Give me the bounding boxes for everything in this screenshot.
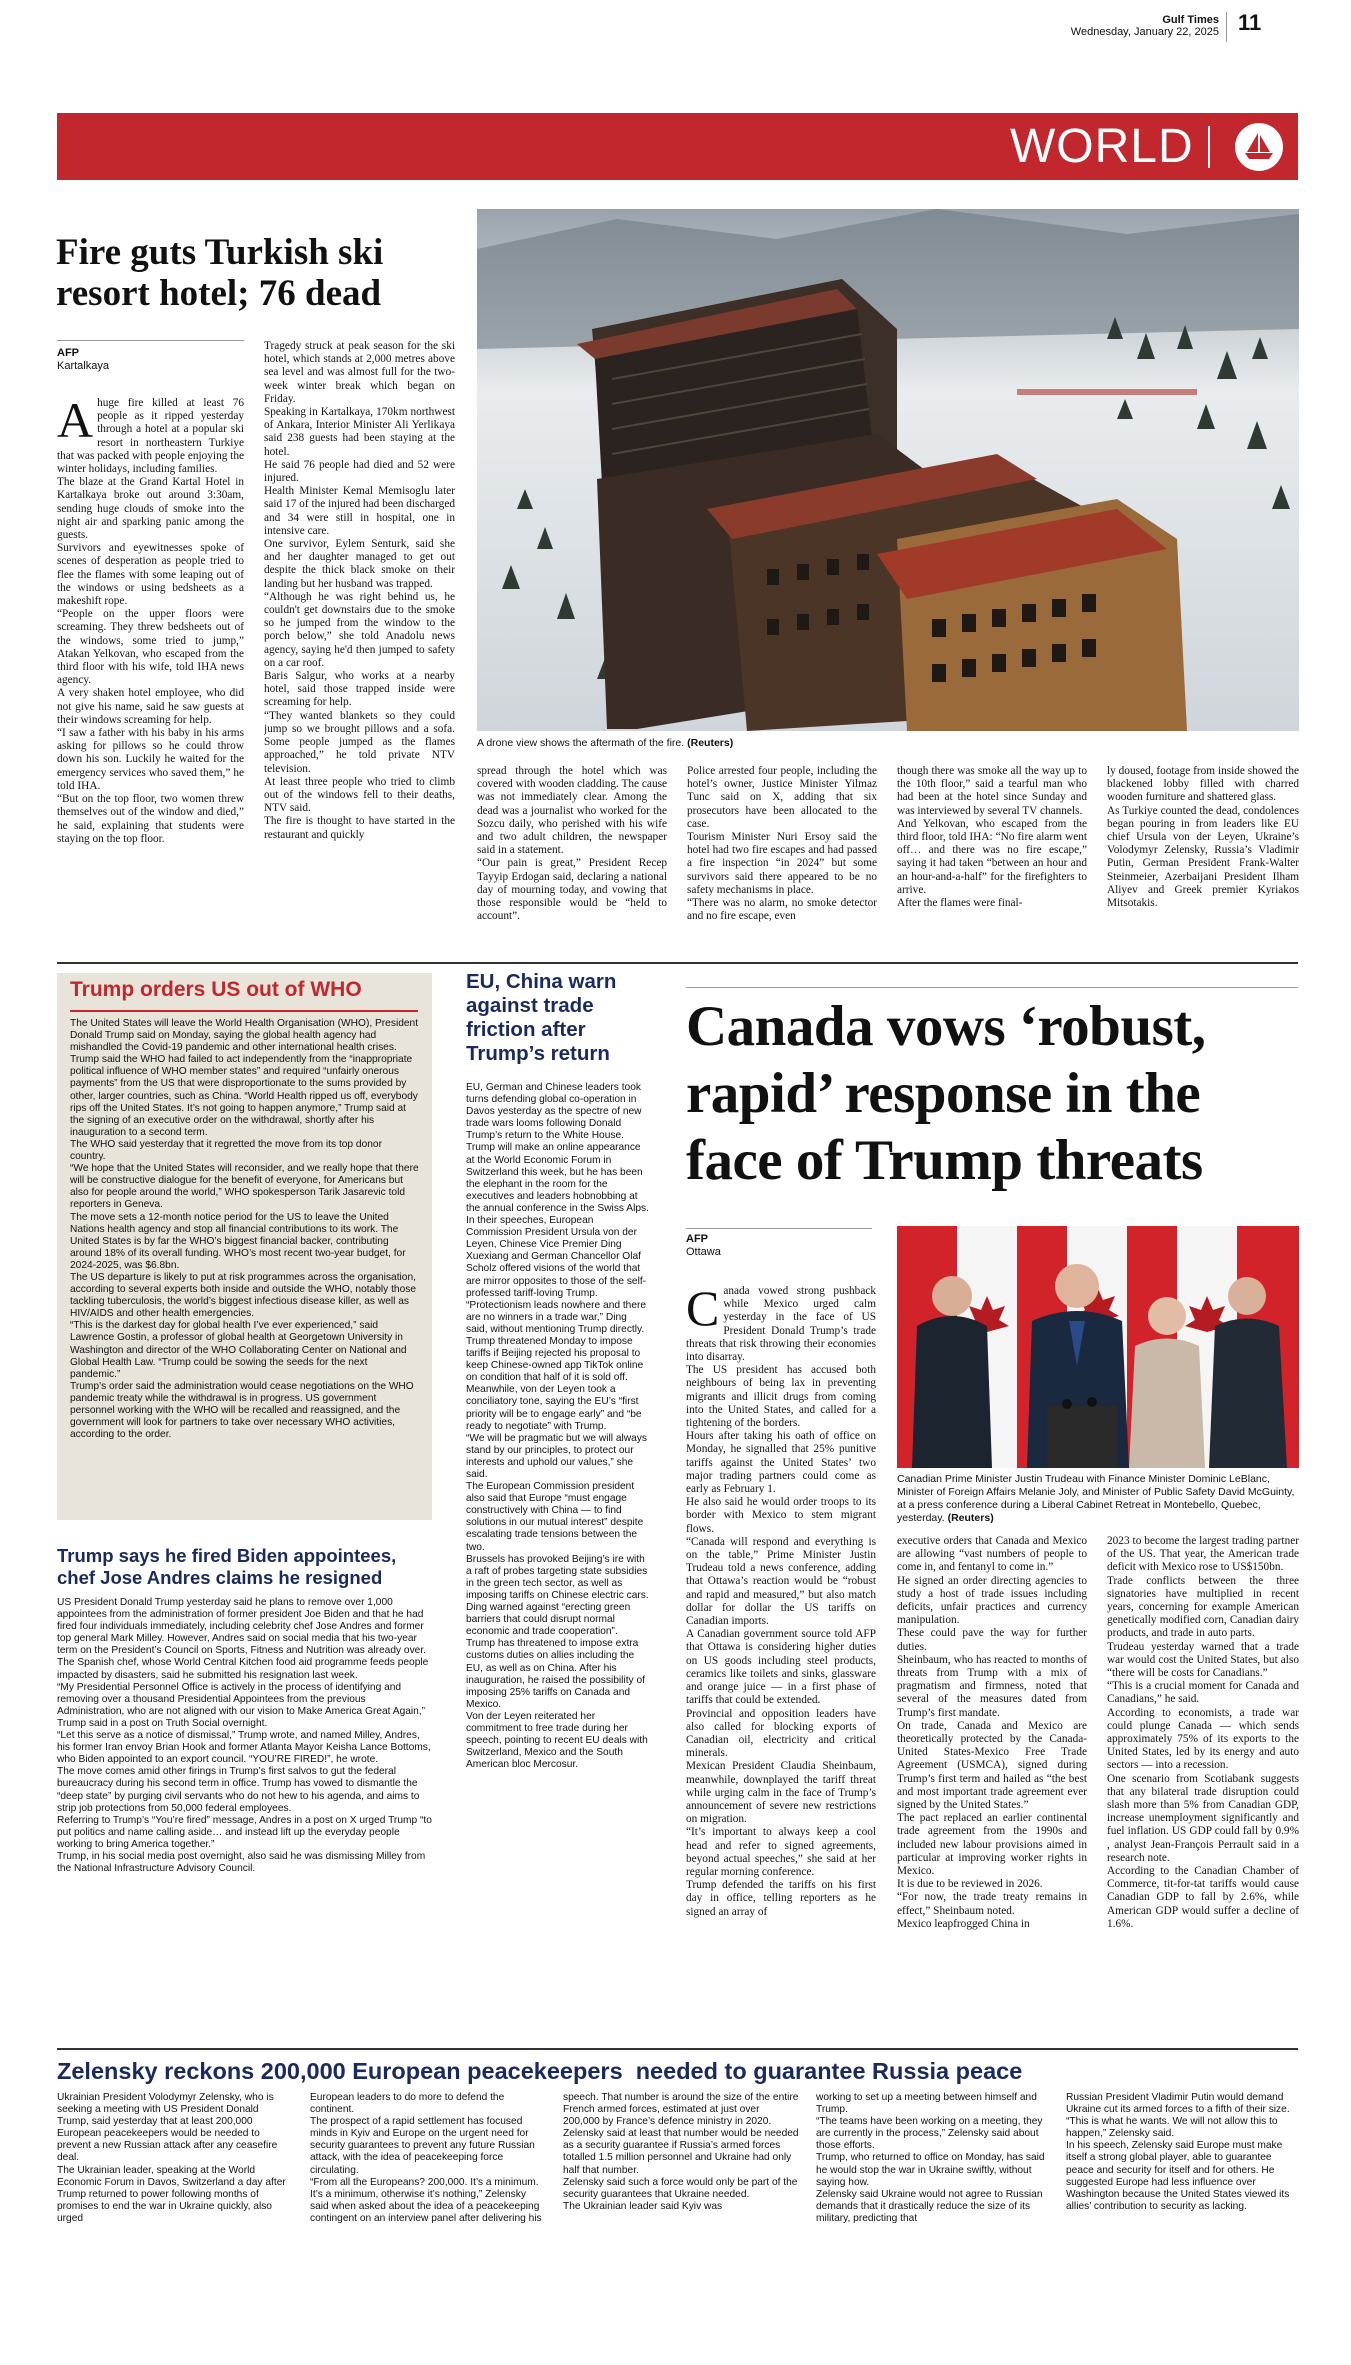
fire-col-5 bbox=[897, 765, 1087, 952]
zelensky-paragraph: European leaders to do more to defend the continent. bbox=[310, 2092, 505, 2116]
zelensky-paragraph: Zelensky said Ukraine would not agree to Russian demands that it drastically reduce the size of its military, predicting that bbox=[816, 2188, 1043, 2224]
eu-paragraph: Meanwhile, von der Leyen took a conciliatory tone, saying the EU’s “first priority will be to engage early” and “be ready to negotiate” with Trump. bbox=[466, 1384, 642, 1432]
section-separator bbox=[57, 962, 1298, 964]
fire-col-2 bbox=[264, 340, 455, 952]
zelensky-paragraph: Russian President Vladimir Putin would demand Ukraine cut its armed forces to a fifth of their size. bbox=[1066, 2092, 1290, 2116]
eu-paragraph: Ding warned against “erecting green barriers that could disrupt normal economic and trade cooperation”. bbox=[466, 1602, 631, 1638]
eu-headline: EU, China warn against trade friction after Trump’s return bbox=[466, 970, 617, 1065]
biden-headline: Trump says he fired Biden appointees, chef Jose Andres claims he resigned bbox=[57, 1545, 397, 1588]
canada-paragraph: “It’s important to always keep a cool head and refer to signed agreements, beyond actual speeches,” she said at her regular morning conference. bbox=[686, 1826, 876, 1878]
biden-paragraph: Trump, in his social media post overnight, also said he was dismissing Milley from the National Infrastructure Advisory Council. bbox=[57, 1850, 426, 1875]
biden-paragraph: “Let this serve as a notice of dismissal,” Trump wrote, and named Milley, Andres, his former Iran envoy Brian Hook and former Atlanta Mayor Keisha Lance Bottoms, who Biden appointed to an export council. “YOU’RE FIRED!”, he wrote. bbox=[57, 1730, 431, 1766]
zelensky-paragraph: Ukrainian President Volodymyr Zelensky, who is seeking a meeting with US President Donald Trump, said yesterday that at least 200,000 European peacekeepers would be needed to prevent a new Russian attack after any ceasefire deal. bbox=[57, 2092, 278, 2164]
eu-paragraph: The European Commission president also said that Europe “must engage constructively with China — to find solutions in our mutual interest” despite escalating trade tensions between the two. bbox=[466, 1481, 644, 1553]
zelensky-paragraph: In his speech, Zelensky said Europe must make itself a strong global player, able to guarantee peace and security for itself and for others. He suggested Europe had less influence over Washington because the United States viewed its allies’ contribution to security as lacking. bbox=[1066, 2140, 1290, 2212]
fire-paragraph: Speaking in Kartalkaya, 170km northwest of Ankara, Interior Minister Ali Yerlikaya said 238 guests had been staying at the hotel. bbox=[264, 406, 455, 458]
zelensky-col-5 bbox=[1066, 2092, 1299, 2327]
fire-dateline: Kartalkaya bbox=[57, 360, 109, 372]
zelensky-col-4 bbox=[816, 2092, 1052, 2327]
eu-paragraph: “Protectionism leads nowhere and there are no winners in a trade war,” Ding said, without mentioning Trump directly. bbox=[466, 1299, 647, 1335]
canada-paragraph: He also said he would order troops to its border with Mexico to stem migrant flows. bbox=[686, 1496, 876, 1535]
canada-paragraph: Mexico leapfrogged China in bbox=[897, 1917, 1030, 1930]
biden-paragraph: Referring to Trump’s “You’re fired” message, Andres in a post on X urged Trump “to put politics and name calling aside… and instead lift up the everyday people working to bring America together.” bbox=[57, 1814, 432, 1850]
eu-body bbox=[466, 1082, 649, 2040]
canada-paragraph: Trudeau yesterday warned that a trade war would cost the United States, but also “there will be costs for Canadians.” bbox=[1107, 1640, 1299, 1680]
fire-photo bbox=[477, 209, 1299, 731]
fire-col-1 bbox=[57, 397, 244, 952]
zelensky-paragraph: The Ukrainian leader, speaking at the World Economic Forum in Davos, Switzerland a day after Trump returned to power following months of promises to end the war in Ukraine quickly, also urged bbox=[57, 2164, 286, 2224]
fire-byline bbox=[57, 347, 109, 373]
canada-paragraph: anada vowed strong pushback while Mexico urged calm yesterday in the face of US President Donald Trump’s trade threats that risk throwing their economies into disarray. bbox=[686, 1285, 876, 1364]
fire-paragraph: After the flames were final- bbox=[897, 897, 1023, 910]
fire-dropcap: A bbox=[57, 397, 94, 448]
biden-paragraph: The move comes amid other firings in Trump’s first salvos to gut the federal bureaucracy during his second term in office. Trump has vowed to dismantle the “deep state” by purging civil servants who do not hew to his agenda, and aims to strip job protections from 50,000 federal employees. bbox=[57, 1766, 420, 1814]
fire-paragraph: “There was no alarm, no smoke detector and no fire escape, even bbox=[687, 897, 877, 923]
canada-paragraph: Trump defended the tariffs on his first day in office, telling reporters as he signed an array of bbox=[686, 1879, 876, 1918]
who-paragraph: The WHO said yesterday that it regretted the move from its top donor country. bbox=[70, 1138, 382, 1163]
fire-paragraph: Tragedy struck at peak season for the ski hotel, which stands at 2,000 metres above sea level and was almost full for the two-week winter break which began on Friday. bbox=[264, 340, 455, 405]
canada-paragraph: According to economists, a trade war could plunge Canada — which sends approximately 75% of its exports to the United States, led by its energy and auto sectors — into a recession. bbox=[1107, 1706, 1299, 1772]
fire-paragraph: At least three people who tried to climb out of the windows fell to their deaths, NTV said. bbox=[264, 775, 455, 815]
page-number: 11 bbox=[1238, 10, 1262, 35]
who-body bbox=[70, 1018, 420, 1515]
zelensky-top-rule bbox=[57, 2048, 1298, 2050]
canada-paragraph: On trade, Canada and Mexico are theoretically protected by the Canada-United States-Mexico Free Trade Agreement (USMCA), signed during Trump’s first term and hailed as “the best and most important trade agreement ever signed by the United States.” bbox=[897, 1719, 1087, 1812]
fire-agency: AFP bbox=[57, 347, 79, 359]
fire-paragraph: He said 76 people had died and 52 were injured. bbox=[264, 458, 455, 485]
ship-logo-icon bbox=[1233, 121, 1285, 173]
canada-paragraph: One scenario from Scotiabank suggests that any bilateral trade disruption could slash more than 5% from Canadian GDP, increase unemployment significantly and fuel inflation. US GDP could fall by 0.9% , analyst Jean-François Perrault said in a research note. bbox=[1107, 1772, 1299, 1864]
canada-caption-text: Canadian Prime Minister Justin Trudeau with Finance Minister Dominic LeBlanc, Minister of Foreign Affairs Melanie Joly, and Minister of Public Safety David McGuinty, at a press conference during a Liberal Cabinet Retreat in Montebello, Quebec, yesterday. bbox=[897, 1473, 1295, 1524]
fire-byline-rule bbox=[57, 340, 244, 341]
zelensky-paragraph: The Ukrainian leader said Kyiv was bbox=[563, 2200, 723, 2212]
fire-paragraph: “Our pain is great,” President Recep Tayyip Erdogan said, declaring a national day of mourning today, and vowing that those responsible would be “held to account”. bbox=[477, 857, 667, 923]
fire-paragraph: ly doused, footage from inside showed the blackened lobby filled with charred wooden furniture and shattered glass. bbox=[1107, 765, 1299, 804]
canada-paragraph: It is due to be reviewed in 2026. bbox=[897, 1878, 1043, 1891]
zelensky-paragraph: “The teams have been working on a meeting, they are currently in the process,” Zelensky said about those efforts. bbox=[816, 2116, 1043, 2152]
eu-paragraph: Trump has threatened to impose extra customs duties on allies including the EU, as well as on China. After his inauguration, he raised the possibility of imposing 25% tariffs on Canada and Mexico. bbox=[466, 1638, 645, 1710]
fire-paragraph: spread through the hotel which was covered with wooden cladding. The cause was not immediately clear. Among the dead was a journalist who worked for the Sozcu daily, who perished with his wife and two adult children, the newspaper said in a statement. bbox=[477, 765, 667, 857]
fire-paragraph: Police arrested four people, including the hotel’s owner, Justice Minister Yilmaz Tunc said on X, adding that six prosecutors have been allocated to the case. bbox=[687, 765, 877, 830]
canada-caption-credit: (Reuters) bbox=[947, 1512, 994, 1524]
who-paragraph: “This is the darkest day for global health I’ve ever experienced,” said Lawrence Gostin, a professor of global health at Georgetown University in Washington and director of the WHO Collaborating Center on National and Global Health Law. “Trump could be sowing the seeds for the next pandemic.” bbox=[70, 1320, 407, 1380]
canada-paragraph: These could pave the way for further duties. bbox=[897, 1627, 1087, 1653]
who-headline: Trump orders US out of WHO bbox=[70, 978, 362, 1001]
zelensky-col-3 bbox=[563, 2092, 799, 2327]
zelensky-paragraph: Zelensky said such a force would only be part of the security guarantees that Ukraine needed. bbox=[563, 2176, 798, 2200]
fire-caption-text: A drone view shows the aftermath of the fire. bbox=[477, 737, 685, 749]
fire-paragraph: As Turkiye counted the dead, condolences began pouring in from leaders like EU chief Ursula von der Leyen, Ukraine’s Volodymyr Zelensky, Russia’s Vladimir Putin, German President Frank-Walter Steinmeier, Azerbaijani President Ilham Aliyev and Greek premier Kyriakos Mitsotakis. bbox=[1107, 804, 1299, 910]
canada-paragraph: “This is a crucial moment for Canada and Canadians,” he said. bbox=[1107, 1680, 1299, 1706]
canada-caption bbox=[897, 1473, 1299, 1525]
section-divider bbox=[1208, 126, 1210, 168]
eu-paragraph: Trump threatened Monday to impose tariffs if Beijing rejected his proposal to keep Chinese-owned app TikTok online on condition that half of it is sold off. bbox=[466, 1335, 644, 1384]
canada-paragraph: Hours after taking his oath of office on Monday, he signalled that 25% punitive tariffs against the United States’ two major trading partners could come as early as February 1. bbox=[686, 1430, 876, 1496]
canada-top-rule bbox=[686, 987, 1298, 988]
canada-headline: Canada vows ‘robust, rapid’ response in the face of Trump threats bbox=[686, 995, 1206, 1192]
zelensky-col-1 bbox=[57, 2092, 293, 2327]
who-paragraph: Trump said the WHO had failed to act independently from the “inappropriate political influence of WHO member states” and required “unfairly onerous payments” from the US that were disproportionate to the sums provided by other, larger countries, such as China. “World Health ripped us off, everybody rips off the United States. It’s not going to happen anymore,” Trump said at the signing of an executive order on the withdrawal, shortly after his inauguration to a second term. bbox=[70, 1054, 418, 1138]
who-headline-rule bbox=[70, 1010, 418, 1012]
fire-paragraph: “Although he was right behind us, he couldn't get downstairs due to the smoke so he jumped from the window to the porch below,” she told Anadolu news agency, saying he'd then jumped to safety on a car roof. bbox=[264, 590, 455, 669]
fire-paragraph: One survivor, Eylem Senturk, said she and her daughter managed to get out despite the thick black smoke on their landing but her husband was trapped. bbox=[264, 538, 455, 590]
canada-agency: AFP bbox=[686, 1233, 708, 1245]
fire-paragraph: Baris Salgur, who works at a nearby hotel, said those trapped inside were screaming for help. bbox=[264, 670, 455, 709]
canada-paragraph: Mexican President Claudia Sheinbaum, meanwhile, downplayed the tariff threat while urging calm in the face of Trump’s announcement of severe new restrictions on migration. bbox=[686, 1760, 876, 1826]
eu-paragraph: EU, German and Chinese leaders took turns defending global co-operation in Davos yesterday as the spectre of new trade wars looms following Donald Trump’s return to the White House. bbox=[466, 1082, 642, 1142]
zelensky-col-2 bbox=[310, 2092, 546, 2327]
canada-paragraph: A Canadian government source told AFP that Ottawa is considering higher duties on US goods including steel products, ceramics like toilets and sinks, glassware and orange juice — in a first phase of tariffs that could be extended. bbox=[686, 1628, 876, 1707]
zelensky-paragraph: working to set up a meeting between himself and Trump. bbox=[816, 2092, 1037, 2116]
canada-paragraph: executive orders that Canada and Mexico are allowing “vast numbers of people to come in, and fentanyl to come in.” bbox=[897, 1535, 1087, 1574]
fire-paragraph: The fire is thought to have started in the restaurant and quickly bbox=[264, 815, 455, 841]
canada-byline-rule bbox=[686, 1228, 872, 1229]
canada-paragraph: He signed an order directing agencies to study a host of trade issues including deficits, unfair practices and currency manipulation. bbox=[897, 1574, 1087, 1627]
fire-paragraph: The blaze at the Grand Kartal Hotel in Kartalkaya broke out around 3:30am, sending huge clouds of smoke into the night air and sparking panic among the guests. bbox=[57, 476, 244, 542]
canada-col-1 bbox=[686, 1285, 876, 2037]
fire-headline: Fire guts Turkish ski resort hotel; 76 dead bbox=[56, 232, 384, 314]
fire-col-4 bbox=[687, 765, 877, 952]
canada-paragraph: Sheinbaum, who has reacted to months of threats from Trump with a mix of pragmatism and firmness, noted that several of the measures dated from Trump’s first mandate. bbox=[897, 1653, 1087, 1719]
who-paragraph: “We hope that the United States will reconsider, and we really hope that there will be constructive dialogue for the benefit of everyone, for Americans but also for people around the world,” WHO spokesperson Tarik Jasarevic told reporters in Geneva. bbox=[70, 1163, 419, 1211]
section-title: WORLD bbox=[1010, 120, 1194, 173]
fire-paragraph: though there was smoke all the way up to the 10th floor,” said a tearful man who had been at the hotel since Sunday and was interviewed by several TV channels. bbox=[897, 765, 1087, 817]
canada-col-3 bbox=[1107, 1535, 1299, 2037]
who-paragraph: Trump’s order said the administration would cease negotiations on the WHO pandemic treaty while the withdrawal is in progress. US government personnel working with the WHO will be recalled and reassigned, and the government will look for partners to take over necessary WHO activities, according to the order. bbox=[70, 1380, 414, 1441]
canada-paragraph: “Canada will respond and everything is on the table,” Prime Minister Justin Trudeau told a news conference, adding that Ottawa’s reaction would be “robust and rapid and measured,” but also match dollar for dollar the US tariffs on Canadian imports. bbox=[686, 1535, 876, 1628]
canada-photo bbox=[897, 1226, 1299, 1468]
fire-col-3 bbox=[477, 765, 667, 952]
masthead-paper: Gulf Times bbox=[1162, 14, 1219, 26]
fire-paragraph: “They wanted blankets so they could jump so we brought pillows and a sofa. Some people jumped as the flames approached,” he told private NTV television. bbox=[264, 709, 455, 775]
canada-paragraph: The pact replaced an earlier continental trade agreement from the 1990s and included new labour provisions aimed in particular at improving worker rights in Mexico. bbox=[897, 1812, 1087, 1878]
eu-paragraph: Trump will make an online appearance at the World Economic Forum in Switzerland this week, but he has been the elephant in the room for the executives and leaders hobnobbing at the annual conference in the Swiss Alps. bbox=[466, 1142, 649, 1214]
canada-byline bbox=[686, 1233, 721, 1259]
fire-paragraph: “But on the top floor, two women threw themselves out of the window and died,” he said, explaining that students were staying on the top floor. bbox=[57, 793, 244, 845]
fire-paragraph: Survivors and eyewitnesses spoke of scenes of desperation as people tried to flee the flames with some leaping out of the windows or using bedsheets as a makeshift rope. bbox=[57, 542, 244, 608]
canada-paragraph: Trade conflicts between the three signatories have multiplied in recent years, concerning for example American genetically modified corn, Canadian dairy products, and trade in auto parts. bbox=[1107, 1574, 1299, 1640]
eu-paragraph: In their speeches, European Commission President Ursula von der Leyen, Chinese Vice Premier Ding Xuexiang and German Chancellor Olaf Scholz offered visions of the world that are mirror opposites to those of the self-professed tariff-loving Trump. bbox=[466, 1215, 647, 1299]
fire-paragraph: And Yelkovan, who escaped from the third floor, told IHA: “No fire alarm went off… and there was no fire escape,” saying it had taken “between an hour and an hour-and-a-half” for the firefighters to arrive. bbox=[897, 817, 1087, 896]
fire-paragraph: Tourism Minister Nuri Ersoy said the hotel had two fire escapes and had passed a fire inspection “in 2024” but some survivors said there appeared to be no safety mechanisms in place. bbox=[687, 831, 877, 896]
zelensky-paragraph: Trump, who returned to office on Monday, has said he would stop the war in Ukraine swiftly, without saying how. bbox=[816, 2152, 1045, 2188]
eu-paragraph: Von der Leyen reiterated her commitment to free trade during her speech, pointing to recent EU deals with Switzerland, Mexico and the South American bloc Mercosur. bbox=[466, 1710, 648, 1771]
fire-paragraph: A very shaken hotel employee, who did not give his name, said he saw guests at their windows screaming for help. bbox=[57, 687, 244, 726]
canada-paragraph: 2023 to become the largest trading partner of the US. That year, the American trade deficit with Mexico rose to US$150bn. bbox=[1107, 1535, 1299, 1574]
fire-paragraph: “People on the upper floors were screaming. They threw bedsheets out of the windows, some tried to jump,” Atakan Yelkovan, who escaped from the third floor with his wife, told IHA news agency. bbox=[57, 608, 244, 687]
fire-caption-credit: (Reuters) bbox=[687, 737, 734, 749]
zelensky-paragraph: “This is what he wants. We will not allow this to happen,” Zelensky said. bbox=[1066, 2116, 1278, 2140]
masthead-date: Wednesday, January 22, 2025 bbox=[1070, 26, 1219, 38]
zelensky-paragraph: speech. That number is around the size of the entire French armed forces, estimated at just over 200,000 by France’s defence ministry in 2020. Zelensky said at least that number would be needed as a security guarantee if Russia’s armed forces totalled 1.5 million personnel and Ukraine had only half that number. bbox=[563, 2092, 799, 2176]
eu-paragraph: “We will be pragmatic but we will always stand by our principles, to protect our interests and uphold our values,” she said. bbox=[466, 1432, 647, 1480]
canada-dateline: Ottawa bbox=[686, 1246, 721, 1258]
who-paragraph: The move sets a 12-month notice period for the US to leave the United Nations health agency and stop all financial contributions to its work. The United States is by far the WHO’s biggest financial backer, contributing around 18% of its overall funding. WHO’s most recent two-year budget, for 2024-2025, was $6.8bn. bbox=[70, 1211, 406, 1271]
who-paragraph: The US departure is likely to put at risk programmes across the organisation, according to several experts both inside and outside the WHO, notably those tackling tuberculosis, the world’s biggest infectious disease killer, as well as HIV/AIDS and other health emergencies. bbox=[70, 1271, 417, 1320]
header-divider bbox=[1226, 12, 1227, 42]
eu-paragraph: Brussels has provoked Beijing’s ire with a raft of probes targeting state subsidies in the green tech sector, as well as imposing tariffs on Chinese electric cars. bbox=[466, 1553, 649, 1601]
canada-paragraph: Provincial and opposition leaders have also called for blocking exports of Canadian oil, electricity and critical minerals. bbox=[686, 1707, 876, 1760]
canada-paragraph: The US president has accused both neighbours of being lax in preventing migrants and illicit drugs from coming into the United States, and called for a tightening of the borders. bbox=[686, 1364, 876, 1430]
biden-body bbox=[57, 1597, 432, 2040]
fire-paragraph: huge fire killed at least 76 people as it ripped yesterday through a hotel at a popular ski resort in northeastern Turkiye that was packed with people enjoying the winter holidays, including families. bbox=[57, 397, 244, 476]
biden-paragraph: “My Presidential Personnel Office is actively in the process of identifying and removing over a thousand Presidential Appointees from the previous Administration, who are not aligned with our vision to Make America Great Again,” Trump said in a post on Truth Social overnight. bbox=[57, 1681, 426, 1729]
zelensky-headline: Zelensky reckons 200,000 European peacekeepers needed to guarantee Russia peace bbox=[57, 2058, 1023, 2084]
fire-paragraph: Health Minister Kemal Memisoglu later said 17 of the injured had been discharged and 34 were still in hospital, one in intensive care. bbox=[264, 485, 455, 537]
biden-paragraph: US President Donald Trump yesterday said he plans to remove over 1,000 appointees from the administration of former president Joe Biden and that he had fired four individuals immediately, including celebrity chef Jose Andres and former top general Mark Milley. However, Andres said on social media that his two-year term on the President’s Council on Sports, Fitness and Nutrition was already over. The Spanish chef, whose World Central Kitchen food aid programme feeds people impacted by disasters, said he submitted his resignation last week. bbox=[57, 1597, 429, 1681]
canada-dropcap: C bbox=[686, 1285, 720, 1336]
fire-paragraph: “I saw a father with his baby in his arms asking for pillows so he could throw down his son. Luckily he waited for the emergency services who saved them,” he told IHA. bbox=[57, 727, 244, 792]
canada-paragraph: According to the Canadian Chamber of Commerce, tit-for-tat tariffs would cause Canadian GDP to fall by 2.6%, while American GDP would suffer a decline of 1.6%. bbox=[1107, 1865, 1299, 1930]
zelensky-paragraph: “From all the Europeans? 200,000. It’s a minimum. It’s a minimum, otherwise it’s nothing,” Zelensky said when asked about the idea of a peacekeeping contingent on an interview panel after delivering his bbox=[310, 2176, 542, 2224]
zelensky-paragraph: The prospect of a rapid settlement has focused minds in Kyiv and Europe on the urgent need for security guarantees to prevent any future Russian attack, with the idea of peacekeeping force circulating. bbox=[310, 2116, 535, 2176]
fire-caption bbox=[477, 737, 1299, 750]
who-paragraph: The United States will leave the World Health Organisation (WHO), President Donald Trump said on Monday, saying the global health agency had mishandled the Covid-19 pandemic and other international health crises. bbox=[70, 1018, 419, 1054]
fire-col-6 bbox=[1107, 765, 1299, 952]
canada-paragraph: “For now, the trade treaty remains in effect,” Sheinbaum noted. bbox=[897, 1891, 1087, 1917]
canada-col-2 bbox=[897, 1535, 1087, 2037]
